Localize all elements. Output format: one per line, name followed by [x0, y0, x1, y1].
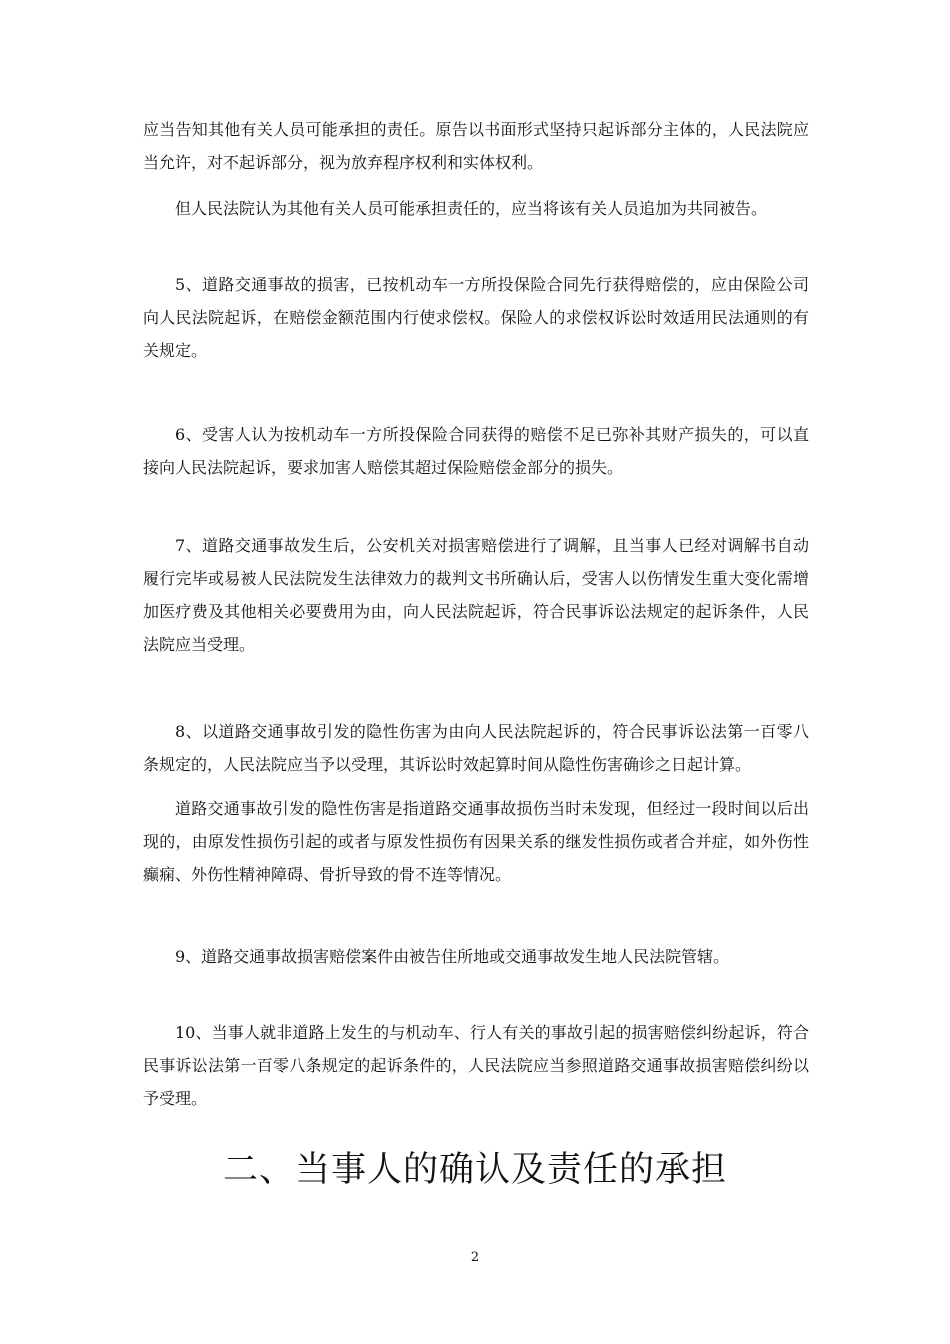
paragraph-item-8: 8、以道路交通事故引发的隐性伤害为由向人民法院起诉的，符合民事诉讼法第一百零八条规定的，人民法院应当予以受理，其诉讼时效起算时间从隐性伤害确诊之日起计算。	[143, 722, 809, 774]
paragraph-item-7: 7、道路交通事故发生后，公安机关对损害赔偿进行了调解，且当事人已经对调解书自动履行完毕或易被人民法院发生法律效力的裁判文书所确认后，受害人以伤情发生重大变化需增加医疗费及其他相关必要费用为由，向人民法院起诉，符合民事诉讼法规定的起诉条件，人民法院应当受理。	[143, 536, 809, 654]
paragraph-item-9: 9、道路交通事故损害赔偿案件由被告住所地或交通事故发生地人民法院管辖。	[175, 947, 730, 966]
section-heading: 二、当事人的确认及责任的承担	[222, 1150, 727, 1190]
paragraph-item-10: 10、当事人就非道路上发生的与机动车、行人有关的事故引起的损害赔偿纠纷起诉，符合民事诉讼法第一百零八条规定的起诉条件的，人民法院应当参照道路交通事故损害赔偿纠纷以予受理。	[143, 1023, 809, 1108]
paragraph-item-6: 6、受害人认为按机动车一方所投保险合同获得的赔偿不足已弥补其财产损失的，可以直接向人民法院起诉，要求加害人赔偿其超过保险赔偿金部分的损失。	[143, 425, 809, 477]
paragraph-item-5: 5、道路交通事故的损害，已按机动车一方所投保险合同先行获得赔偿的，应由保险公司向人民法院起诉，在赔偿金额范围内行使求偿权。保险人的求偿权诉讼时效适用民法通则的有关规定。	[143, 275, 809, 360]
paragraph-court-add-defendant: 但人民法院认为其他有关人员可能承担责任的，应当将该有关人员追加为共同被告。	[175, 199, 768, 218]
page-number: 2	[470, 1250, 480, 1265]
paragraph-continuation: 应当告知其他有关人员可能承担的责任。原告以书面形式坚持只起诉部分主体的，人民法院应当允许，对不起诉部分，视为放弃程序权利和实体权利。	[143, 120, 809, 172]
paragraph-hidden-injury-definition: 道路交通事故引发的隐性伤害是指道路交通事故损伤当时未发现，但经过一段时间以后出现的，由原发性损伤引起的或者与原发性损伤有因果关系的继发性损伤或者合并症，如外伤性癫痫、外伤性精神障碍、骨折导致的骨不连等情况。	[143, 799, 809, 884]
